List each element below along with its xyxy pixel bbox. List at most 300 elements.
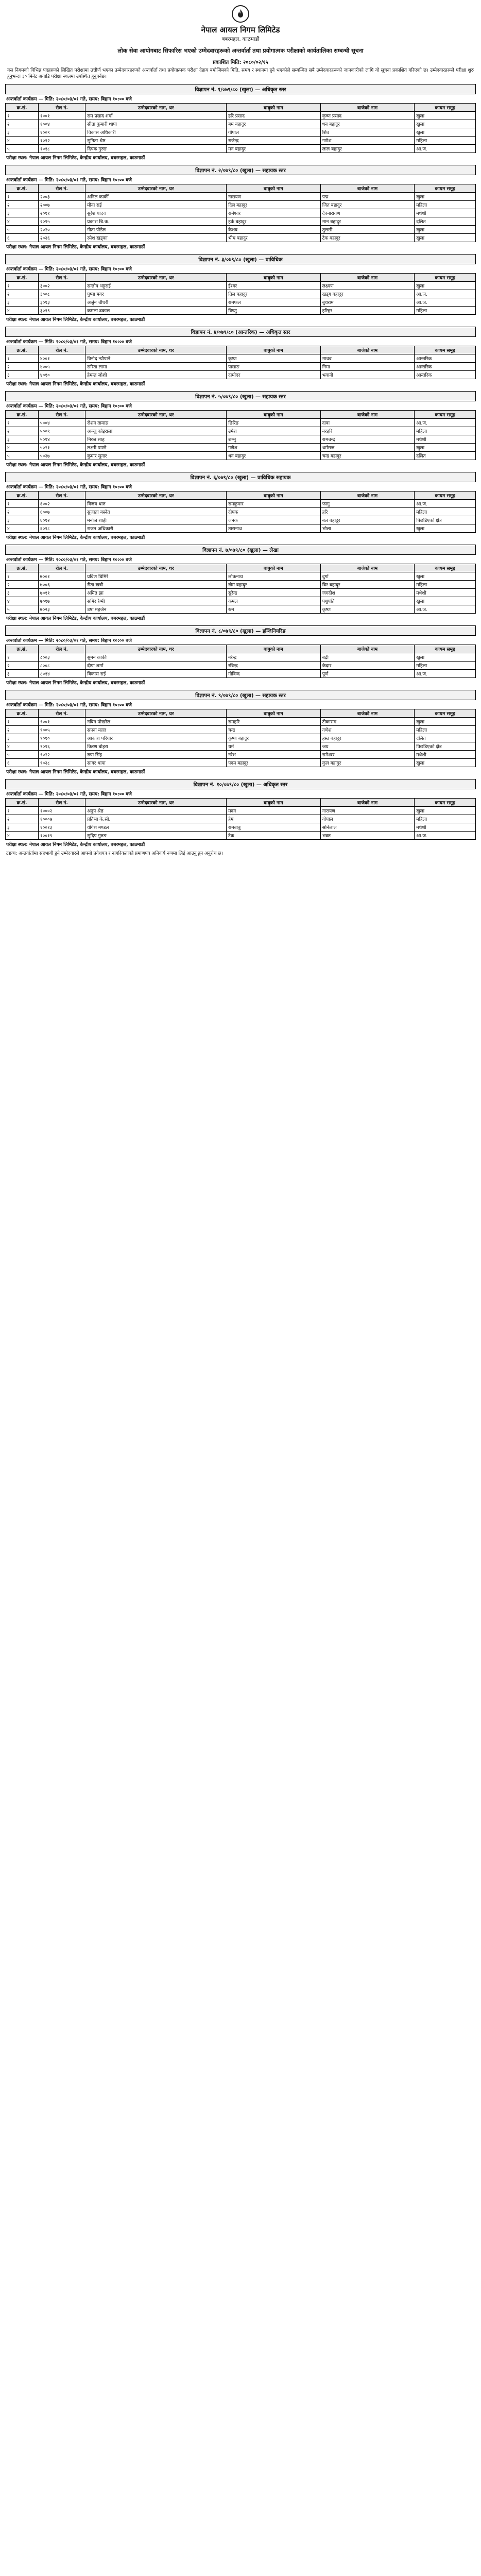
table-cell: चन्द्र बहादुर — [320, 452, 415, 460]
table-cell: ७०२३ — [38, 605, 85, 614]
candidate-table — [5, 346, 476, 379]
notice-header — [5, 0, 476, 45]
table-cell: निरज साह — [85, 435, 227, 444]
table-row — [6, 193, 476, 201]
table-cell: मधेशी — [415, 589, 476, 597]
table-cell: २ — [6, 120, 39, 128]
table-cell: गोविन्द — [227, 670, 321, 678]
column-header: बाजेको नाम — [320, 274, 415, 282]
table-cell: तुलसी — [320, 226, 415, 234]
table-cell: भोला — [320, 524, 415, 533]
table-cell: ४०१० — [38, 371, 85, 379]
table-row — [6, 354, 476, 363]
table-cell: लाल बहादुर — [320, 145, 415, 153]
table-cell: बम बहादुर — [227, 120, 321, 128]
schedule-time: अन्तर्वार्ता कार्यक्रम — मिति: २०८०/०३/०१ गते, समय: बिहान १०:०० बजे — [6, 178, 132, 183]
column-header: कायम समूह — [415, 184, 476, 193]
table-cell: खुला — [415, 226, 476, 234]
column-header: बाबुको नाम — [227, 411, 321, 419]
table-cell: ९००१ — [38, 718, 85, 726]
table-cell: ३ — [6, 298, 39, 307]
table-cell: मनोज शाही — [85, 516, 227, 524]
table-cell: २०२० — [38, 226, 85, 234]
table-row — [6, 427, 476, 435]
column-header: कायम समूह — [415, 346, 476, 354]
column-header: रोल नं. — [38, 104, 85, 112]
table-cell: ६ — [6, 234, 39, 242]
table-cell: उमेश — [227, 427, 321, 435]
column-header: रोल नं. — [38, 564, 85, 572]
table-cell: गोपाल — [227, 128, 321, 137]
table-cell: राजेन्द्र — [227, 137, 321, 145]
table-cell: ८००३ — [38, 653, 85, 662]
schedule-time: अन्तर्वार्ता कार्यक्रम — मिति: २०८०/०३/०१ गते, समय: बिहान १०:०० बजे — [6, 267, 132, 273]
table-cell: १००१ — [38, 112, 85, 120]
table-cell: भवानी — [320, 371, 415, 379]
column-header: बाबुको नाम — [227, 274, 321, 282]
column-header: बाबुको नाम — [227, 709, 321, 718]
table-cell: १००९ — [38, 128, 85, 137]
table-cell: विष्णु — [227, 307, 321, 315]
table-cell: कृष्ण — [320, 605, 415, 614]
table-cell: ५००४ — [38, 419, 85, 427]
table-cell: ईश्वर — [227, 282, 321, 290]
column-header: क्र.सं. — [6, 104, 39, 112]
table-cell: महिला — [415, 508, 476, 516]
table-cell: शिव — [320, 128, 415, 137]
venue-line: परीक्षा स्थल: नेपाल आयल निगम लिमिटेड, केन्द्रीय कार्यालय, बबरमहल, काठमाडौं — [6, 681, 145, 686]
table-cell: अर्जुन चौधरी — [85, 298, 227, 307]
table-cell: हरिहर — [320, 307, 415, 315]
table-cell: महिला — [415, 815, 476, 823]
table-cell: हर्क बहादुर — [227, 217, 321, 226]
table-cell: कमला ढकाल — [85, 307, 227, 315]
table-cell: आन्तरिक — [415, 363, 476, 371]
table-cell: महिला — [415, 581, 476, 589]
table-cell: आन्तरिक — [415, 371, 476, 379]
table-cell: राम प्रसाद शर्मा — [85, 112, 227, 120]
table-cell: ३ — [6, 435, 39, 444]
table-row — [6, 371, 476, 379]
column-header: रोल नं. — [38, 274, 85, 282]
table-cell: भक्त — [320, 832, 415, 840]
table-cell: ३०१३ — [38, 298, 85, 307]
table-cell: पुष्पा मगर — [85, 290, 227, 298]
table-cell: ३ — [6, 516, 39, 524]
table-cell: ६०१२ — [38, 516, 85, 524]
block-title: विज्ञापन नं. ८/०७९/८० (खुला) — इन्जिनियरिङ — [5, 625, 476, 636]
schedule-time: अन्तर्वार्ता कार्यक्रम — मिति: २०८०/०३/०१ गते, समय: बिहान १०:०० बजे — [6, 404, 132, 410]
table-cell: तारानाथ — [227, 524, 321, 533]
schedule-time: अन्तर्वार्ता कार्यक्रम — मिति: २०८०/०३/०१ गते, समय: बिहान १०:०० बजे — [6, 340, 132, 345]
table-cell: महिला — [415, 201, 476, 209]
table-cell: कुमार सुनार — [85, 452, 227, 460]
table-cell: शम्भु — [227, 435, 321, 444]
table-cell: महिला — [415, 137, 476, 145]
table-row — [6, 823, 476, 832]
table-cell: दुर्गा — [320, 572, 415, 581]
table-cell: ३०१९ — [38, 307, 85, 315]
table-cell: रत्न — [227, 605, 321, 614]
table-cell: दावा — [320, 419, 415, 427]
candidate-table — [5, 273, 476, 315]
table-cell: जय — [320, 742, 415, 751]
table-cell: रामफल — [227, 298, 321, 307]
table-cell: धन बहादुर — [320, 120, 415, 128]
table-cell: ७००१ — [38, 572, 85, 581]
column-header: उम्मेदवारको नाम, थर — [85, 346, 227, 354]
table-row — [6, 363, 476, 371]
table-cell: राजन अधिकारी — [85, 524, 227, 533]
table-cell: खुला — [415, 807, 476, 815]
column-header: क्र.सं. — [6, 411, 39, 419]
table-cell: आ.ज. — [415, 419, 476, 427]
venue-line: परीक्षा स्थल: नेपाल आयल निगम लिमिटेड, केन्द्रीय कार्यालय, बबरमहल, काठमाडौं — [6, 156, 145, 161]
table-cell: रामहरि — [227, 718, 321, 726]
schedule-blocks — [5, 84, 476, 849]
table-cell: खुला — [415, 597, 476, 605]
table-cell: फागु — [320, 500, 415, 508]
table-cell: नबिन पोखरेल — [85, 718, 227, 726]
schedule-block — [5, 84, 476, 162]
schedule-time: अन्तर्वार्ता कार्यक्रम — मिति: २०८०/०३/०१ गते, समय: बिहान १०:०० बजे — [6, 557, 132, 563]
column-header: बाजेको नाम — [320, 411, 415, 419]
table-cell: दीपक — [227, 508, 321, 516]
table-row — [6, 201, 476, 209]
table-cell: महिला — [415, 726, 476, 734]
organization-address: बबरमहल, काठमाडौं — [221, 37, 260, 42]
venue-line: परीक्षा स्थल: नेपाल आयल निगम लिमिटेड, केन्द्रीय कार्यालय, बबरमहल, काठमाडौं — [6, 382, 145, 387]
table-cell: ३ — [6, 589, 39, 597]
table-cell: गणेश — [320, 137, 415, 145]
table-cell: खुला — [415, 444, 476, 452]
column-header: बाबुको नाम — [227, 799, 321, 807]
table-cell: ४००५ — [38, 363, 85, 371]
table-cell: टेक बहादुर — [320, 234, 415, 242]
column-header: बाजेको नाम — [320, 799, 415, 807]
column-header: बाजेको नाम — [320, 184, 415, 193]
table-cell: २००३ — [38, 193, 85, 201]
table-cell: खुला — [415, 120, 476, 128]
column-header: उम्मेदवारको नाम, थर — [85, 645, 227, 653]
table-cell: प्रविण घिमिरे — [85, 572, 227, 581]
table-cell: सन्तोष भट्टराई — [85, 282, 227, 290]
table-row — [6, 718, 476, 726]
table-cell: ९०१६ — [38, 742, 85, 751]
table-cell: मधेशी — [415, 823, 476, 832]
column-header: बाबुको नाम — [227, 645, 321, 653]
candidate-table — [5, 491, 476, 533]
table-row — [6, 832, 476, 840]
column-header: रोल नं. — [38, 184, 85, 193]
column-header: बाजेको नाम — [320, 492, 415, 500]
table-cell: महिला — [415, 662, 476, 670]
block-title: विज्ञापन नं. १०/०७९/८० (खुला) — अधिकृत स्तर — [5, 779, 476, 789]
table-cell: प्रकाश बि.क. — [85, 217, 227, 226]
table-cell: महिला — [415, 307, 476, 315]
column-header: क्र.सं. — [6, 799, 39, 807]
column-header: बाबुको नाम — [227, 346, 321, 354]
table-cell: खुला — [415, 572, 476, 581]
table-row — [6, 290, 476, 298]
table-cell: ७०११ — [38, 589, 85, 597]
table-row — [6, 419, 476, 427]
venue-line: परीक्षा स्थल: नेपाल आयल निगम लिमिटेड, केन्द्रीय कार्यालय, बबरमहल, काठमाडौं — [6, 616, 145, 622]
table-cell: ५ — [6, 452, 39, 460]
table-cell: लक्ष्मण — [320, 282, 415, 290]
table-cell: खड्ग बहादुर — [320, 290, 415, 298]
schedule-block — [5, 779, 476, 849]
table-cell: मान बहादुर — [320, 217, 415, 226]
table-cell: मीना राई — [85, 201, 227, 209]
table-cell: खुला — [415, 282, 476, 290]
table-cell: दलित — [415, 217, 476, 226]
table-cell: नरेन्द्र — [227, 653, 321, 662]
table-row — [6, 209, 476, 217]
table-row — [6, 452, 476, 460]
venue-line: परीक्षा स्थल: नेपाल आयल निगम लिमिटेड, केन्द्रीय कार्यालय, बबरमहल, काठमाडौं — [6, 463, 145, 468]
column-header: कायम समूह — [415, 799, 476, 807]
column-header: रोल नं. — [38, 709, 85, 718]
table-cell: २००७ — [38, 201, 85, 209]
table-cell: तिल बहादुर — [227, 290, 321, 298]
table-cell: रामकुमार — [227, 500, 321, 508]
table-cell: ३ — [6, 670, 39, 678]
block-title: विज्ञापन नं. ५/०७९/८० (खुला) — सहायक स्तर — [5, 391, 476, 401]
table-cell: ६०१८ — [38, 524, 85, 533]
table-cell: ५ — [6, 145, 39, 153]
table-cell: महिला — [415, 427, 476, 435]
table-cell: नरहरि — [320, 427, 415, 435]
table-cell: ३ — [6, 371, 39, 379]
table-cell: ५ — [6, 226, 39, 234]
table-cell: १००१९ — [38, 832, 85, 840]
table-row — [6, 572, 476, 581]
table-cell: ५०२१ — [38, 444, 85, 452]
table-cell: ३ — [6, 734, 39, 742]
table-cell: ४ — [6, 524, 39, 533]
table-cell: दीपा शर्मा — [85, 662, 227, 670]
table-cell: २ — [6, 363, 39, 371]
table-row — [6, 759, 476, 767]
table-cell: ३००२ — [38, 282, 85, 290]
table-row — [6, 282, 476, 290]
table-cell: खुला — [415, 759, 476, 767]
table-cell: बुधराम — [320, 298, 415, 307]
table-cell: १००४ — [38, 120, 85, 128]
column-header: रोल नं. — [38, 799, 85, 807]
table-cell: रामचन्द्र — [320, 435, 415, 444]
table-cell: धर्मराज — [320, 444, 415, 452]
table-cell: २०२६ — [38, 234, 85, 242]
table-cell: आ.ज. — [415, 290, 476, 298]
table-cell: कमल — [227, 597, 321, 605]
table-cell: १ — [6, 282, 39, 290]
table-cell: ५०१४ — [38, 435, 85, 444]
table-cell: ५ — [6, 605, 39, 614]
column-header: बाजेको नाम — [320, 104, 415, 112]
table-cell: ५ — [6, 751, 39, 759]
table-cell: भीम बहादुर — [227, 234, 321, 242]
table-cell: दिल बहादुर — [227, 201, 321, 209]
table-cell: सुजाता बस्नेत — [85, 508, 227, 516]
table-cell: ४ — [6, 597, 39, 605]
table-cell: हरि — [320, 508, 415, 516]
schedule-time: अन्तर्वार्ता कार्यक्रम — मिति: २०८०/०३/०१ गते, समय: बिहान १०:०० बजे — [6, 97, 132, 103]
table-cell: ९०२२ — [38, 751, 85, 759]
table-cell: चन्द्र — [227, 726, 321, 734]
table-cell: जनक — [227, 516, 321, 524]
column-header: क्र.सं. — [6, 184, 39, 193]
table-cell: नारायण — [320, 807, 415, 815]
notice-title: लोक सेवा आयोगबाट सिफारिस भएको उम्मेदवारहरूको अन्तर्वार्ता तथा प्रयोगात्मक परीक्षाको कार्यतालिका सम्बन्धी सूचना — [117, 47, 364, 54]
table-cell: कृष्ण — [227, 354, 321, 363]
table-cell: २ — [6, 726, 39, 734]
column-header: कायम समूह — [415, 564, 476, 572]
table-cell: ५०२७ — [38, 452, 85, 460]
column-header: कायम समूह — [415, 645, 476, 653]
table-row — [6, 742, 476, 751]
table-row — [6, 670, 476, 678]
column-header: बाबुको नाम — [227, 184, 321, 193]
column-header: उम्मेदवारको नाम, थर — [85, 799, 227, 807]
organization-name: नेपाल आयल निगम लिमिटेड — [201, 25, 280, 35]
table-cell: सुनिता श्रेष्ठ — [85, 137, 227, 145]
table-cell: २ — [6, 508, 39, 516]
table-cell: किरण बोहरा — [85, 742, 227, 751]
table-cell: विकास अधिकारी — [85, 128, 227, 137]
table-row — [6, 815, 476, 823]
column-header: क्र.सं. — [6, 274, 39, 282]
table-cell: दलित — [415, 734, 476, 742]
table-cell: निमा — [320, 363, 415, 371]
table-cell: रामेश्वर — [227, 209, 321, 217]
block-title: विज्ञापन नं. ४/०७९/८० (आन्तरिक) — अधिकृत स्तर — [5, 327, 476, 337]
table-cell: ३००८ — [38, 290, 85, 298]
table-cell: गणेश — [227, 444, 321, 452]
table-row — [6, 589, 476, 597]
table-cell: २ — [6, 201, 39, 209]
candidate-table — [5, 410, 476, 460]
table-cell: १०००७ — [38, 815, 85, 823]
table-cell: टेक — [227, 832, 321, 840]
table-cell: ४ — [6, 832, 39, 840]
schedule-block — [5, 327, 476, 388]
block-title: विज्ञापन नं. ९/०७९/८० (खुला) — सहायक स्तर — [5, 690, 476, 700]
table-cell: रीता खत्री — [85, 581, 227, 589]
publish-date: प्रकाशित मिति: २०८०/०२/१५ — [213, 59, 268, 65]
table-cell: सुमन कार्की — [85, 653, 227, 662]
column-header: क्र.सं. — [6, 709, 39, 718]
column-header: बाजेको नाम — [320, 564, 415, 572]
block-title: विज्ञापन नं. ७/०७९/८० (खुला) — लेखा — [5, 545, 476, 555]
table-cell: रोशन तामाङ — [85, 419, 227, 427]
table-cell: ४ — [6, 444, 39, 452]
table-cell: ४ — [6, 742, 39, 751]
table-cell: ७००६ — [38, 581, 85, 589]
table-cell: विजय थारु — [85, 500, 227, 508]
column-header: बाबुको नाम — [227, 564, 321, 572]
table-cell: १ — [6, 354, 39, 363]
flame-icon — [235, 8, 246, 20]
table-row — [6, 597, 476, 605]
table-cell: १०१२ — [38, 137, 85, 145]
table-cell: अनिल कार्की — [85, 193, 227, 201]
table-cell: दामोदर — [227, 371, 321, 379]
table-row — [6, 653, 476, 662]
column-header: क्र.सं. — [6, 492, 39, 500]
table-cell: कृष्ण बहादुर — [227, 734, 321, 742]
schedule-block — [5, 391, 476, 469]
table-cell: ९०२८ — [38, 759, 85, 767]
venue-line: परीक्षा स्थल: नेपाल आयल निगम लिमिटेड, केन्द्रीय कार्यालय, बबरमहल, काठमाडौं — [6, 770, 145, 775]
table-cell: खुला — [415, 524, 476, 533]
column-header: बाजेको नाम — [320, 709, 415, 718]
table-cell: गोपाल — [320, 815, 415, 823]
candidate-table — [5, 184, 476, 242]
table-cell: ३ — [6, 823, 39, 832]
table-cell: हेम — [227, 815, 321, 823]
table-cell: २ — [6, 581, 39, 589]
table-cell: १ — [6, 500, 39, 508]
organization-logo — [232, 5, 249, 23]
table-cell: सोनेलाल — [320, 823, 415, 832]
schedule-time: अन्तर्वार्ता कार्यक्रम — मिति: २०८०/०३/०१ गते, समय: बिहान १०:०० बजे — [6, 792, 132, 798]
table-cell: गीता पौडेल — [85, 226, 227, 234]
table-cell: २०१५ — [38, 217, 85, 226]
table-cell: २ — [6, 427, 39, 435]
table-cell: १ — [6, 112, 39, 120]
block-title: विज्ञापन नं. ६/०७९/८० (खुला) — प्राविधिक सहायक — [5, 472, 476, 482]
table-cell: सुदिप गुरुङ — [85, 832, 227, 840]
table-cell: ९०१० — [38, 734, 85, 742]
table-cell: आकाश परियार — [85, 734, 227, 742]
table-cell: दलित — [415, 452, 476, 460]
column-header: क्र.सं. — [6, 645, 39, 653]
table-cell: ३ — [6, 209, 39, 217]
table-row — [6, 298, 476, 307]
notice-page — [5, 0, 476, 857]
table-cell: मधेशी — [415, 209, 476, 217]
table-cell: ९००५ — [38, 726, 85, 734]
table-cell: मधेशी — [415, 435, 476, 444]
table-cell: दिपक गुरुङ — [85, 145, 227, 153]
table-cell: देवनारायण — [320, 209, 415, 217]
table-cell: सुरेश यादव — [85, 209, 227, 217]
candidate-table — [5, 709, 476, 767]
table-cell: ६००७ — [38, 508, 85, 516]
column-header: रोल नं. — [38, 645, 85, 653]
table-row — [6, 137, 476, 145]
column-header: बाजेको नाम — [320, 346, 415, 354]
table-cell: जित बहादुर — [320, 201, 415, 209]
table-cell: ६००२ — [38, 500, 85, 508]
table-row — [6, 751, 476, 759]
table-cell: पिछडिएको क्षेत्र — [415, 742, 476, 751]
schedule-block — [5, 165, 476, 251]
column-header: रोल नं. — [38, 346, 85, 354]
schedule-time: अन्तर्वार्ता कार्यक्रम — मिति: २०८०/०३/०१ गते, समय: बिहान १०:०० बजे — [6, 703, 132, 708]
venue-line: परीक्षा स्थल: नेपाल आयल निगम लिमिटेड, केन्द्रीय कार्यालय, बबरमहल, काठमाडौं — [6, 842, 145, 848]
table-cell: हस्त बहादुर — [320, 734, 415, 742]
schedule-block — [5, 472, 476, 541]
table-cell: बिकास राई — [85, 670, 227, 678]
table-cell: पासाङ — [227, 363, 321, 371]
table-cell: छिरिङ — [227, 419, 321, 427]
table-cell: मधेशी — [415, 751, 476, 759]
table-cell: आ.ज. — [415, 832, 476, 840]
column-header: कायम समूह — [415, 274, 476, 282]
